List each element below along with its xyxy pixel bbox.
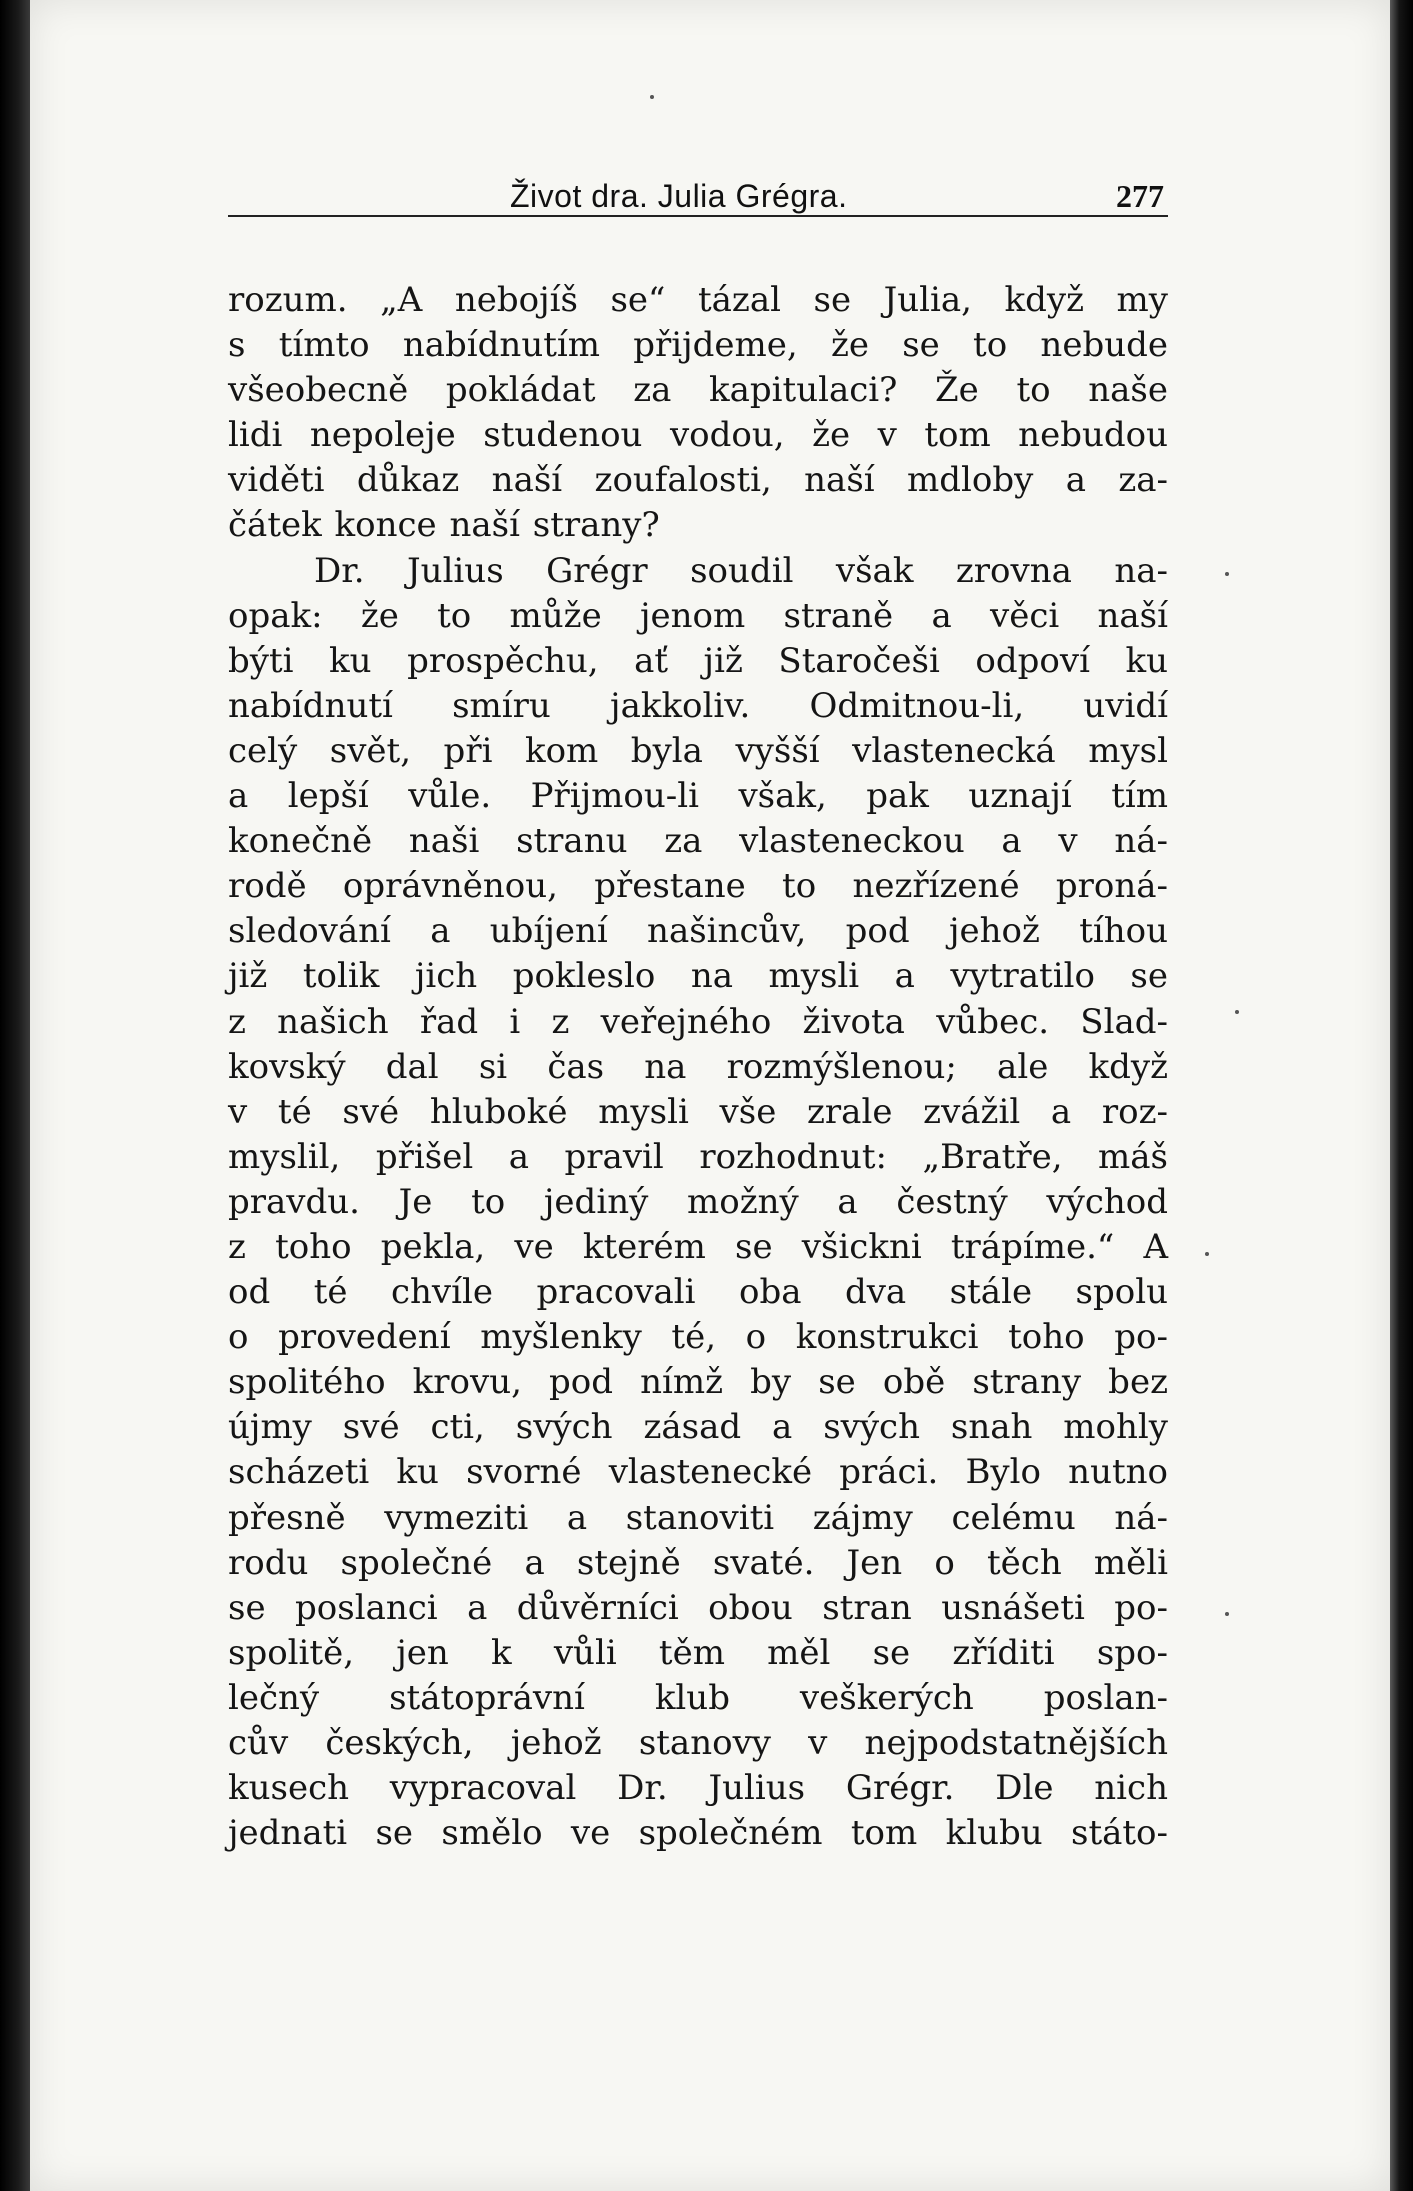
body-text bbox=[228, 278, 1168, 1856]
paper-speck bbox=[1225, 572, 1229, 576]
text-line: již tolik jich pokleslo na mysli a vytratilo se bbox=[228, 956, 1168, 997]
text-line: v té své hluboké mysli vše zrale zvážil a roz- bbox=[228, 1091, 1168, 1132]
text-line: lečný státoprávní klub veškerých poslan- bbox=[228, 1677, 1168, 1718]
text-line: cův českých, jehož stanovy v nejpodstatnějších bbox=[228, 1723, 1168, 1763]
text-line: konečně naši stranu za vlasteneckou a v ná- bbox=[228, 821, 1168, 862]
text-line: nabídnutí smíru jakkoliv. Odmitnou-li, uvidí bbox=[228, 685, 1168, 726]
paper-speck bbox=[650, 95, 654, 99]
text-line: újmy své cti, svých zásad a svých snah mohly bbox=[228, 1407, 1168, 1448]
paper-speck bbox=[1205, 1252, 1209, 1256]
text-line: od té chvíle pracovali oba dva stále spolu bbox=[228, 1272, 1168, 1313]
text-line: lidi nepoleje studenou vodou, že v tom nebudou bbox=[228, 415, 1168, 456]
text-line: přesně vymeziti a stanoviti zájmy celému ná- bbox=[228, 1497, 1168, 1538]
text-line: s tímto nabídnutím přijdeme, že se to nebude bbox=[228, 325, 1168, 366]
text-line: býti ku prospěchu, ať již Staročeši odpoví ku bbox=[228, 640, 1168, 681]
text-line: jednati se smělo ve společném tom klubu státo- bbox=[228, 1813, 1168, 1854]
text-line: rodu společné a stejně svaté. Jen o těch měli bbox=[228, 1542, 1168, 1583]
page-header bbox=[228, 178, 1168, 218]
text-line: o provedení myšlenky té, o konstrukci toho po- bbox=[228, 1317, 1168, 1358]
text-line: scházeti ku svorné vlastenecké práci. Bylo nutno bbox=[228, 1452, 1168, 1493]
text-line: a lepší vůle. Přijmou-li však, pak uznají tím bbox=[228, 776, 1168, 817]
text-line: Dr. Julius Grégr soudil však zrovna na- bbox=[314, 550, 1168, 591]
text-line: myslil, přišel a pravil rozhodnut: „Bratře, máš bbox=[228, 1136, 1168, 1177]
text-line: všeobecně pokládat za kapitulaci? Že to naše bbox=[228, 370, 1168, 411]
page-number: 277 bbox=[1116, 178, 1164, 214]
text-line: viděti důkaz naší zoufalosti, naší mdloby a za- bbox=[228, 460, 1168, 501]
text-line: pravdu. Je to jediný možný a čestný východ bbox=[228, 1181, 1168, 1222]
text-line: opak: že to může jenom straně a věci naší bbox=[228, 595, 1168, 636]
page-right-edge bbox=[1390, 0, 1413, 2191]
page-gutter-shadow bbox=[0, 0, 30, 2191]
text-line: kovský dal si čas na rozmýšlenou; ale když bbox=[228, 1046, 1168, 1087]
text-line: z našich řad i z veřejného života vůbec. Slad- bbox=[228, 1001, 1168, 1042]
text-line: rozum. „A nebojíš se“ tázal se Julia, když my bbox=[228, 280, 1168, 320]
text-line: z toho pekla, ve kterém se všickni trápíme.“ A bbox=[228, 1226, 1168, 1267]
text-line: spolitě, jen k vůli těm měl se zříditi spo- bbox=[228, 1632, 1168, 1673]
paper-speck bbox=[1235, 1010, 1239, 1014]
text-line: rodě oprávněnou, přestane to nezřízené proná- bbox=[228, 866, 1168, 907]
text-line: spolitého krovu, pod nímž by se obě strany bez bbox=[228, 1362, 1168, 1403]
text-line: se poslanci a důvěrníci obou stran usnášeti po- bbox=[228, 1587, 1168, 1628]
text-line: kusech vypracoval Dr. Julius Grégr. Dle nich bbox=[228, 1768, 1168, 1809]
text-line: sledování a ubíjení našincův, pod jehož tíhou bbox=[228, 911, 1168, 952]
header-rule bbox=[228, 215, 1168, 217]
running-title: Život dra. Julia Grégra. bbox=[510, 178, 848, 214]
text-line: čátek konce naší strany? bbox=[228, 505, 660, 546]
text-line: celý svět, při kom byla vyšší vlastenecká mysl bbox=[228, 730, 1168, 771]
paper-speck bbox=[1225, 1612, 1229, 1616]
